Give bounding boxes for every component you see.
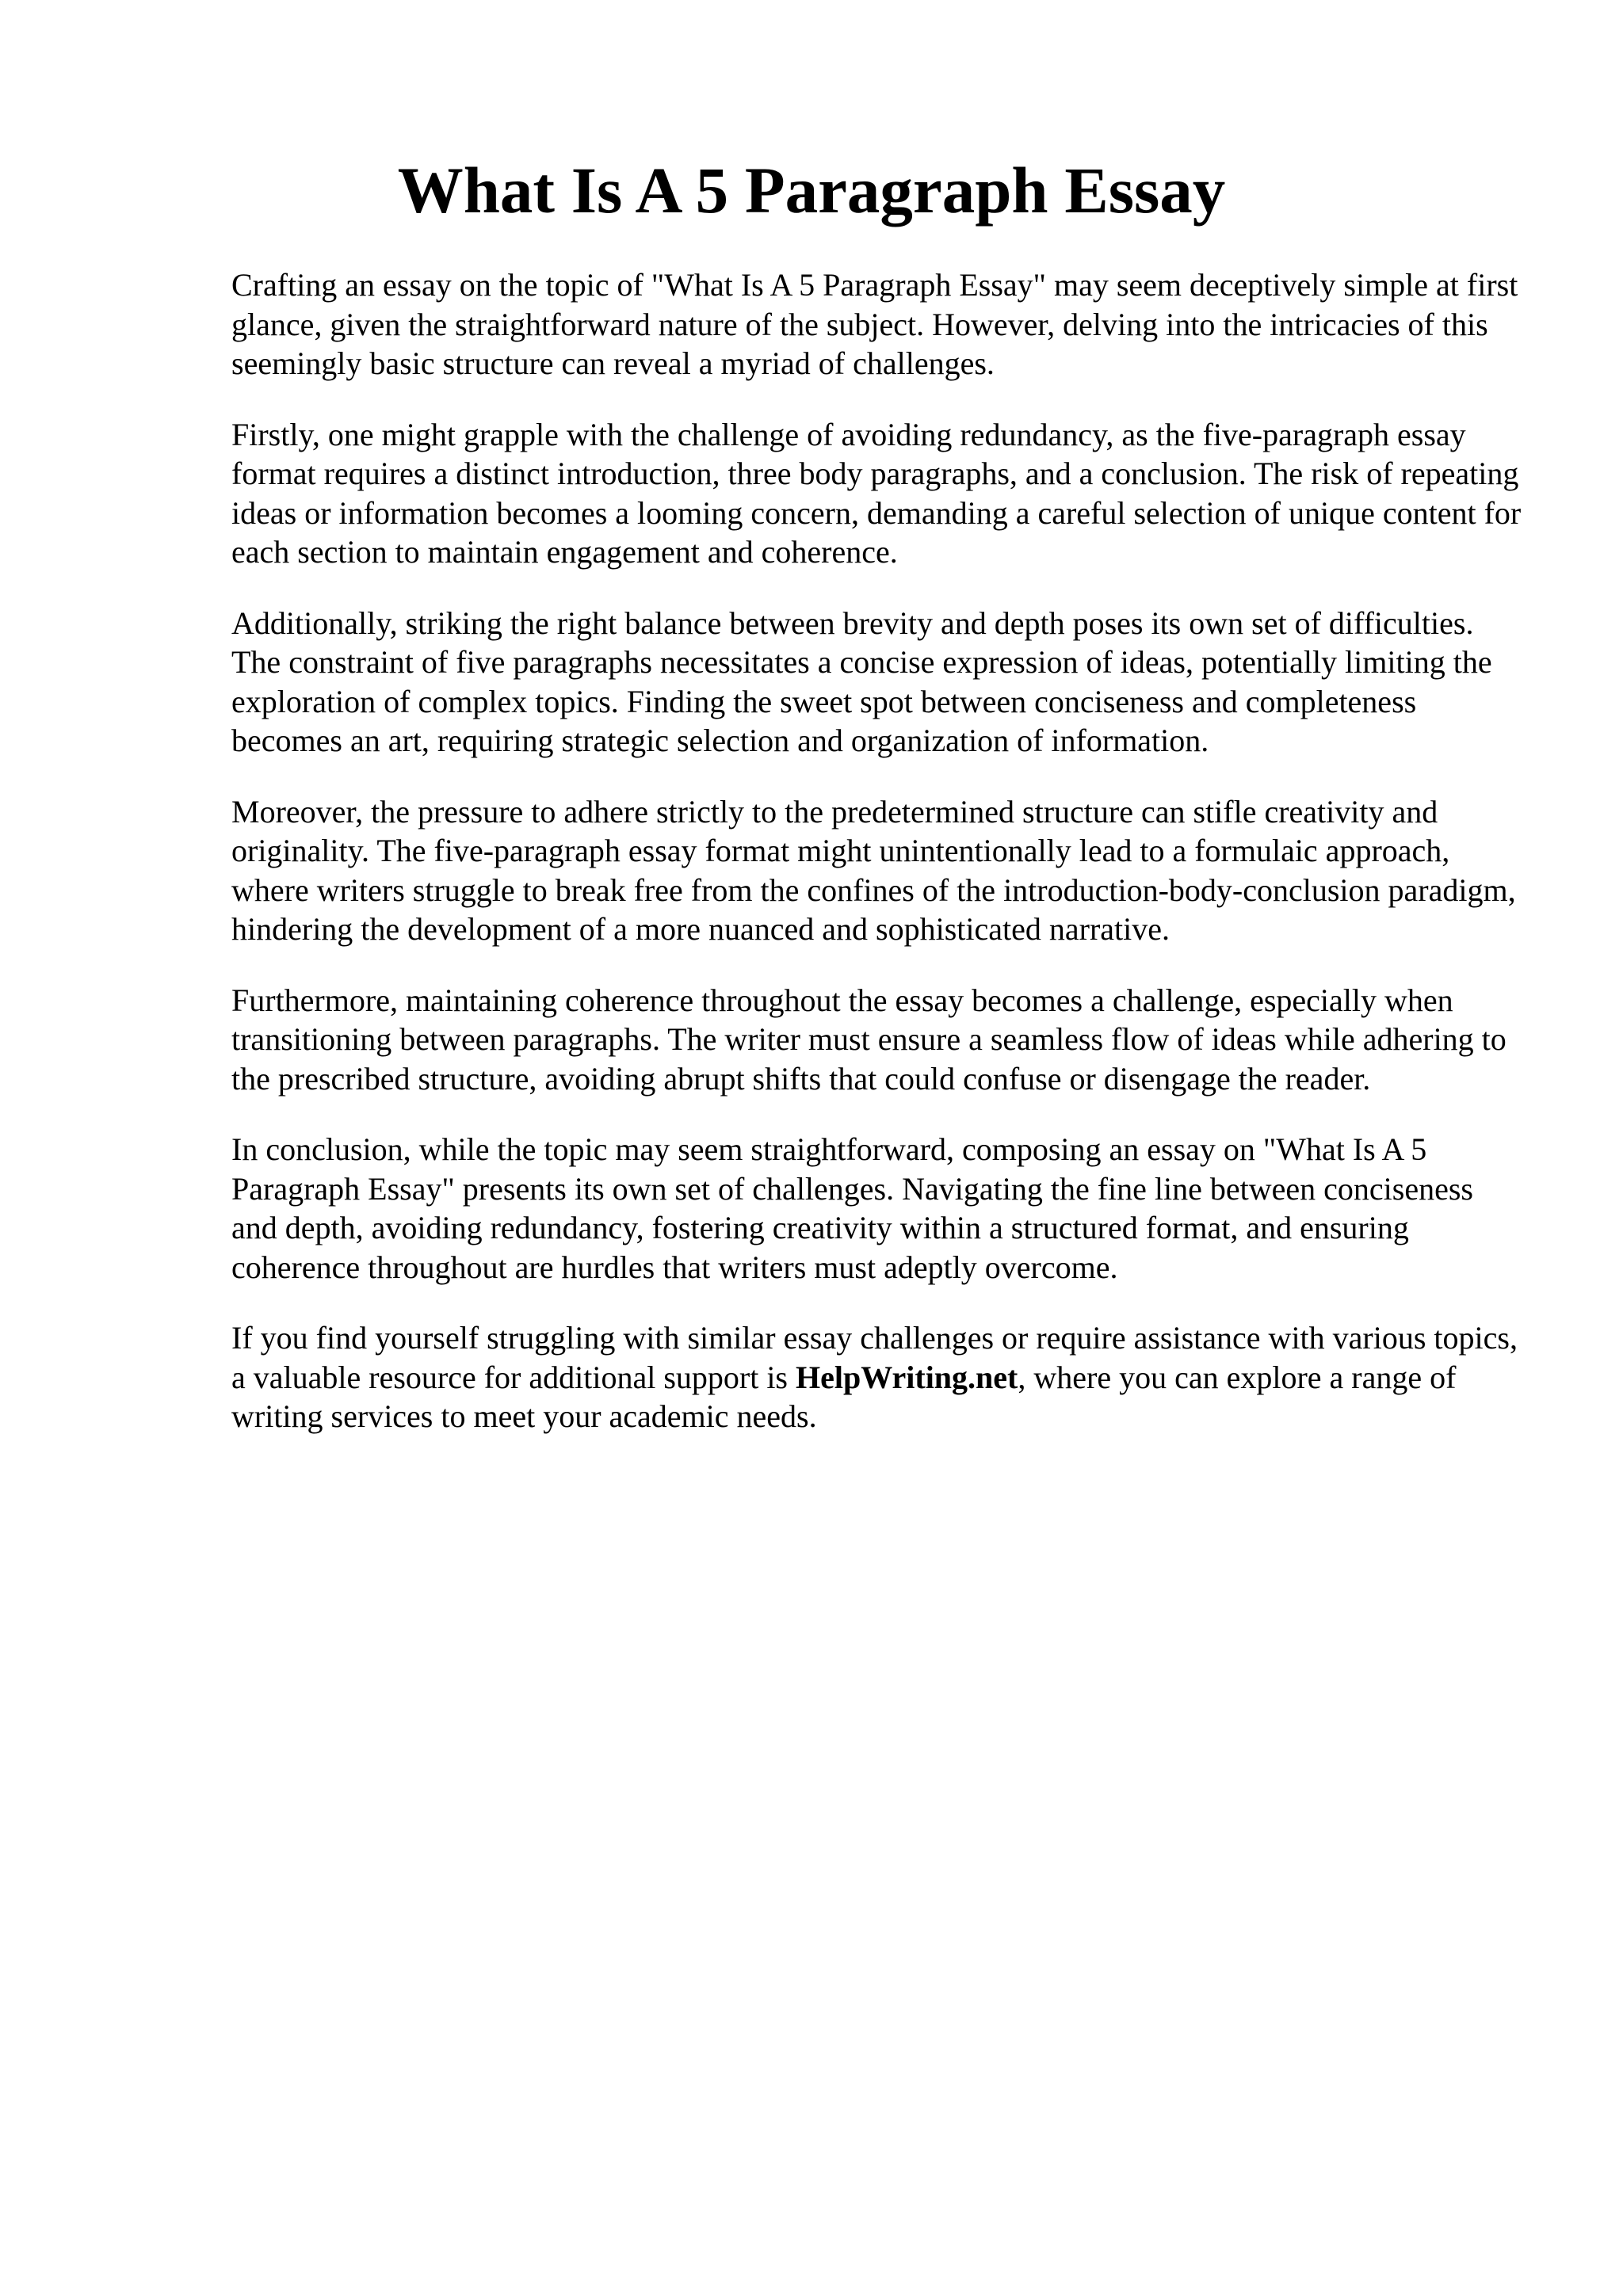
helpwriting-link[interactable]: HelpWriting.net — [796, 1359, 1018, 1395]
document-title: What Is A 5 Paragraph Essay — [397, 154, 1226, 227]
paragraph-1: Crafting an essay on the topic of "What Is A 5 Paragraph Essay" may seem deceptively simple at first glance, given the straightforward nature of the subject. However, delving into the intricacies of this seemingly basic structure can reveal a myriad of challenges. — [231, 267, 1518, 381]
paragraph-6: In conclusion, while the topic may seem straightforward, composing an essay on "What Is A 5 Paragraph Essay" presents its own set of challenges. Navigating the fine line between conciseness and depth, avoiding redundancy, fostering creativity within a structured format, and ensuring coherence throughout are hurdles that writers must adeptly overcome. — [231, 1131, 1473, 1285]
paragraph-7-after-link: , where you can explore a range of writing services to meet your academic needs. — [231, 1359, 1457, 1434]
paragraph-7-before-link: If you find yourself struggling with similar essay challenges or require assistance with various topics, a valuable resource for additional support is — [231, 1320, 1518, 1395]
paragraph-2: Firstly, one might grapple with the challenge of avoiding redundancy, as the five-paragraph essay format requires a distinct introduction, three body paragraphs, and a conclusion. The risk of repeating ideas or information becomes a looming concern, demanding a careful selection of unique content for each section to maintain engagement and coherence. — [231, 416, 1522, 570]
document-body — [231, 265, 1525, 1468]
paragraph-3: Additionally, striking the right balance between brevity and depth poses its own set of difficulties. The constraint of five paragraphs necessitates a concise expression of ideas, potentially limiting the exploration of complex topics. Finding the sweet spot between conciseness and completeness becomes an art, requiring strategic selection and organization of information. — [231, 605, 1492, 758]
paragraph-7 — [231, 1318, 1525, 1436]
paragraph-4: Moreover, the pressure to adhere strictly to the predetermined structure can stifle creativity and originality. The five-paragraph essay format might unintentionally lead to a formulaic approach, where writers struggle to break free from the confines of the introduction-body-conclusion paradigm, hindering the development of a more nuanced and sophisticated narrative. — [231, 793, 1516, 947]
paragraph-5: Furthermore, maintaining coherence throughout the essay becomes a challenge, especially when transitioning between paragraphs. The writer must ensure a seamless flow of ideas while adhering to the prescribed structure, avoiding abrupt shifts that could confuse or disengage the reader. — [231, 982, 1507, 1097]
